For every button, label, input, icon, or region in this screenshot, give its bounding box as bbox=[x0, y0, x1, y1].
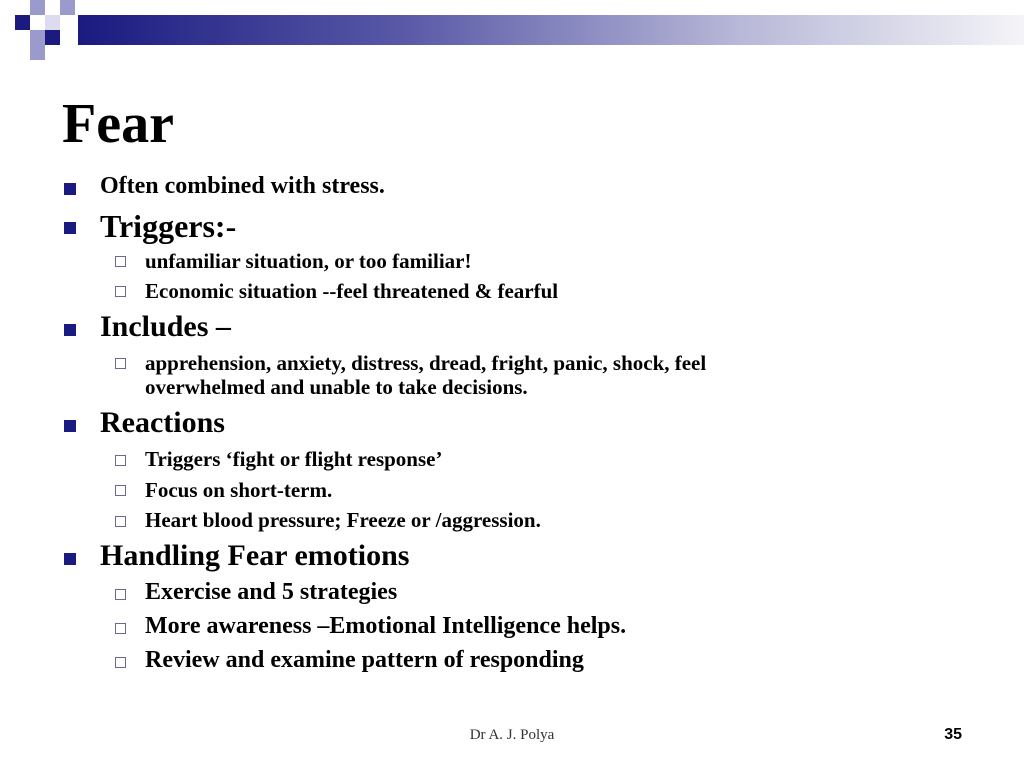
bullet-text: Often combined with stress. bbox=[100, 173, 385, 199]
hollow-square-bullet-icon bbox=[115, 358, 126, 369]
bullet-text: Focus on short-term. bbox=[145, 478, 333, 502]
hollow-square-bullet-icon bbox=[115, 657, 126, 668]
square-bullet-icon bbox=[64, 222, 76, 234]
hollow-square-bullet-icon bbox=[115, 516, 126, 527]
bullet-text: Includes – bbox=[100, 310, 231, 343]
square-bullet-icon bbox=[64, 324, 76, 336]
corner-square-light bbox=[30, 0, 45, 15]
bullet-text: Review and examine pattern of responding bbox=[145, 647, 584, 673]
corner-square-dark bbox=[45, 30, 60, 45]
bullet-text: Economic situation --feel threatened & fearful bbox=[145, 279, 559, 303]
bullet-text: overwhelmed and unable to take decisions. bbox=[145, 375, 528, 399]
hollow-square-bullet-icon bbox=[115, 589, 126, 600]
page-number: 35 bbox=[944, 726, 962, 743]
footer-author: Dr A. J. Polya bbox=[469, 727, 555, 743]
bullet-text: Reactions bbox=[100, 406, 225, 439]
hollow-square-bullet-icon bbox=[115, 485, 126, 496]
square-bullet-icon bbox=[64, 183, 76, 195]
square-bullet-icon bbox=[64, 553, 76, 565]
slide-title: Fear bbox=[62, 93, 174, 155]
bullet-text: Triggers:- bbox=[100, 208, 237, 244]
square-bullet-icon bbox=[64, 420, 76, 432]
hollow-square-bullet-icon bbox=[115, 256, 126, 267]
corner-square-light bbox=[60, 0, 75, 15]
corner-square-dark bbox=[15, 15, 30, 30]
bullet-text: Exercise and 5 strategies bbox=[145, 579, 398, 605]
hollow-square-bullet-icon bbox=[115, 455, 126, 466]
hollow-square-bullet-icon bbox=[115, 286, 126, 297]
bullet-text: unfamiliar situation, or too familiar! bbox=[145, 249, 472, 273]
corner-square-light bbox=[30, 45, 45, 60]
bullet-text: Heart blood pressure; Freeze or /aggression. bbox=[145, 508, 541, 532]
hollow-square-bullet-icon bbox=[115, 623, 126, 634]
bullet-text: Triggers ‘fight or flight response’ bbox=[145, 447, 443, 471]
header-gradient-bar bbox=[78, 15, 1024, 45]
corner-square-white bbox=[45, 15, 60, 30]
bullet-text: More awareness –Emotional Intelligence helps. bbox=[145, 613, 627, 639]
bullet-text: Handling Fear emotions bbox=[100, 539, 410, 572]
corner-square-light bbox=[30, 30, 45, 45]
bullet-text: apprehension, anxiety, distress, dread, fright, panic, shock, feel bbox=[145, 351, 707, 375]
